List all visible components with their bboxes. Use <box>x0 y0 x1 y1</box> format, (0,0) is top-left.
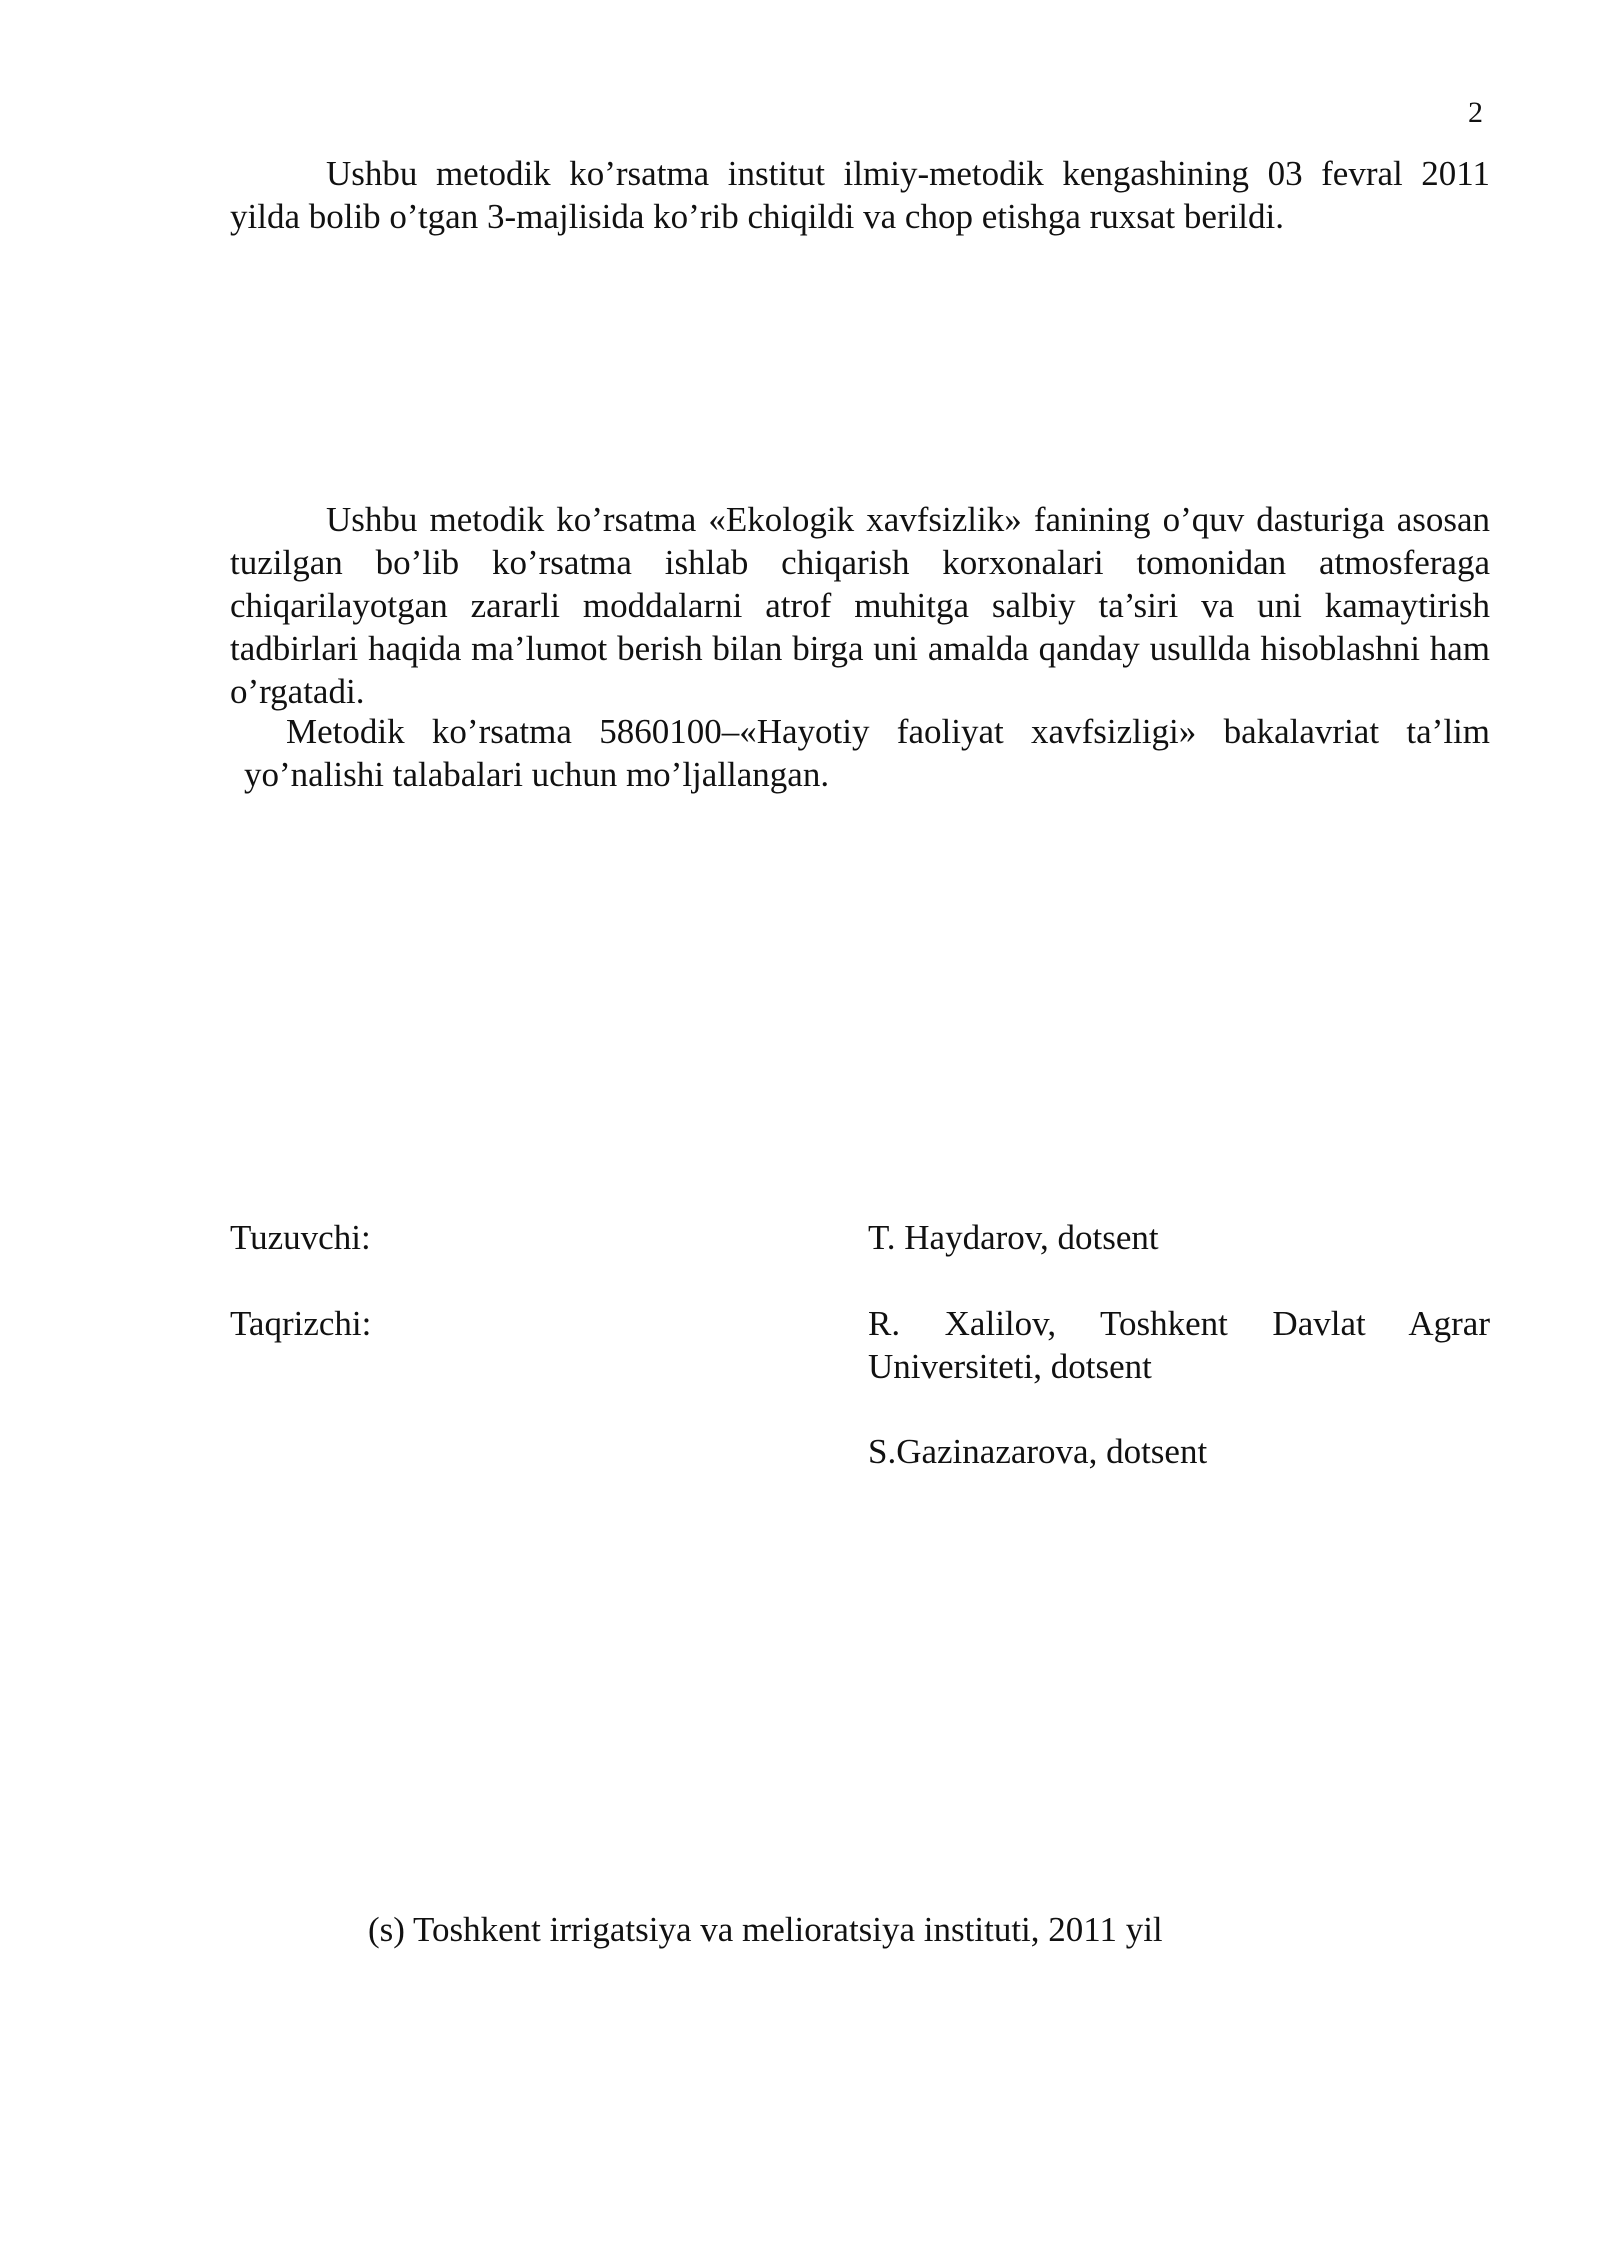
copyright-notice: (s) Toshkent irrigatsiya va melioratsiya instituti, 2011 yil <box>368 1910 1163 1949</box>
compiler-name: T. Haydarov, dotsent <box>868 1218 1159 1257</box>
page-number: 2 <box>1468 96 1483 129</box>
description-paragraph: Ushbu metodik ko’rsatma «Ekologik xavfsizlik» fanining o’quv dasturiga asosan tuzilgan bo’lib ko’rsatma ishlab chiqarish korxonalari tomonidan atmosferaga chiqarilayotgan zararli moddalarni atrof muhitga salbiy ta’siri va uni kamaytirish tadbirlari haqida ma’lumot berish bilan birga uni amalda qanday usullda hisoblashni ham o’rgatadi. <box>230 500 1490 711</box>
target-audience-paragraph: Metodik ko’rsatma 5860100–«Hayotiy faoliyat xavfsizligi» bakalavriat ta’lim yo’nalishi talabalari uchun mo’ljallangan. <box>244 712 1490 794</box>
reviewer-name-2: S.Gazinazarova, dotsent <box>868 1432 1208 1471</box>
approval-paragraph: Ushbu metodik ko’rsatma institut ilmiy-metodik kengashining 03 fevral 2011 yilda bolib o’tgan 3-majlisida ko’rib chiqildi va chop etishga ruxsat berildi. <box>230 154 1490 236</box>
reviewer-label: Taqrizchi: <box>230 1304 372 1343</box>
reviewer-name-1: R. Xalilov, Toshkent Davlat Agrar Universiteti, dotsent <box>868 1304 1490 1386</box>
compiler-label: Tuzuvchi: <box>230 1218 371 1257</box>
